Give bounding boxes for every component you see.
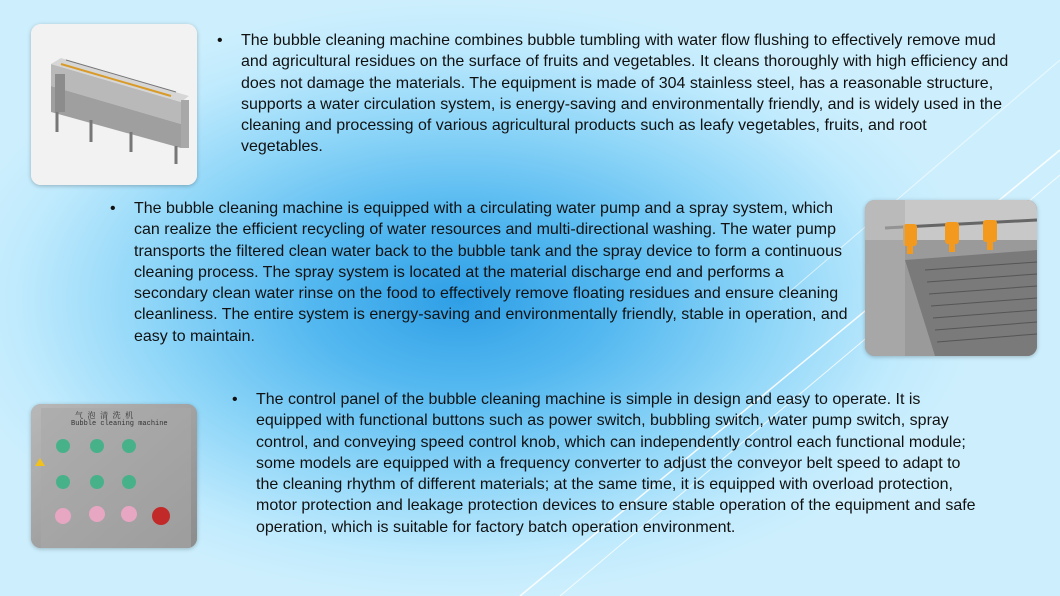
paragraph-2	[110, 198, 849, 347]
paragraph-3	[232, 389, 976, 538]
panel-title-en: Bubble cleaning machine	[71, 420, 168, 428]
bullet-dot: •	[110, 200, 116, 217]
panel-title-cn: 气 泡 清 洗 机	[75, 411, 135, 420]
bullet-dot: •	[232, 391, 238, 408]
bullet-dot: •	[217, 32, 223, 49]
spray-photo	[865, 200, 1037, 356]
paragraph-text: The bubble cleaning machine is equipped with a circulating water pump and a spray system, which can realize the efficient recycling of water resources and multi-directional washing. The water pump transports the filtered clean water back to the bubble tank and the spray device to form a continuous cleaning process. The spray system is located at the material discharge end and performs a secondary clean water rinse on the food to effectively remove floating residues and ensure cleaning cleanliness. The entire system is energy-saving and environmentally friendly, stable in operation, and easy to maintain.	[134, 200, 848, 345]
paragraph-1	[217, 30, 1011, 158]
paragraph-text: The control panel of the bubble cleaning machine is simple in design and easy to operate. It is equipped with functional buttons such as power switch, bubbling switch, water pump switch, spray control, and conveying speed control knob, which can independently control each functional module; some models are equipped with a frequency converter to adjust the conveyor belt speed to adapt to the cleaning rhythm of different materials; at the same time, it is equipped with overload protection, motor protection and leakage protection devices to ensure stable operation of the equipment and safe operation, which is suitable for factory batch operation environment.	[256, 391, 976, 536]
machine-illustration	[31, 24, 197, 185]
paragraph-text: The bubble cleaning machine combines bubble tumbling with water flow flushing to effectively remove mud and agricultural residues on the surface of fruits and vegetables. It cleans thoroughly with high efficiency and does not damage the materials. The equipment is made of 304 stainless steel, has a reasonable structure, supports a water circulation system, is energy-saving and environmentally friendly, and is widely used in the cleaning and processing of various agricultural products such as leafy vegetables, fruits, and root vegetables.	[241, 32, 1009, 156]
spray-illustration	[865, 200, 1037, 356]
control-panel-photo	[31, 404, 197, 548]
machine-photo	[31, 24, 197, 185]
